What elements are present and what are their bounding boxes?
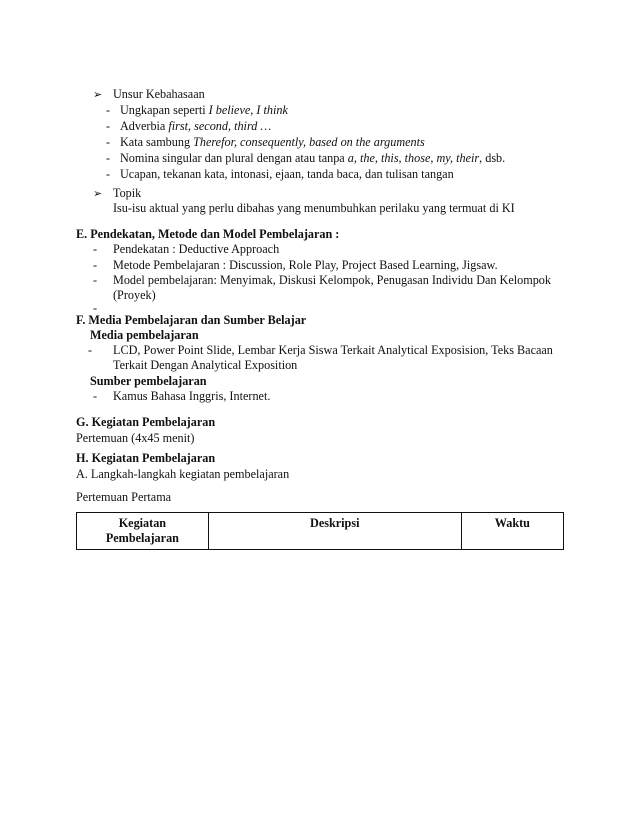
media-item: - LCD, Power Point Slide, Lembar Kerja Siswa Terkait Analytical Exposision, Teks Bacaan (88, 343, 553, 357)
media-item-cont: Terkait Dengan Analytical Exposition (113, 358, 298, 372)
section-h-sub: A. Langkah-langkah kegiatan pembelajaran (76, 467, 290, 481)
unsur-item: - Ungkapan seperti I believe, I think (106, 103, 288, 117)
unsur-heading: ➢ Unsur Kebahasaan (93, 87, 205, 101)
activity-table (76, 512, 564, 550)
unsur-item: - Nomina singular dan plural dengan atau tanpa a, the, this, those, my, their, dsb. (106, 151, 506, 165)
sumber-heading: Sumber pembelajaran (90, 374, 207, 388)
topik-heading: ➢ Topik (93, 186, 142, 200)
section-f-heading: F. Media Pembelajaran dan Sumber Belajar (76, 313, 307, 327)
section-e-heading: E. Pendekatan, Metode dan Model Pembelajaran : (76, 227, 340, 241)
section-g-text: Pertemuan (4x45 menit) (76, 431, 195, 445)
section-e-item-cont: (Proyek) (113, 288, 156, 302)
section-g-heading: G. Kegiatan Pembelajaran (76, 415, 216, 429)
sumber-item: - Kamus Bahasa Inggris, Internet. (93, 389, 271, 403)
topik-text: Isu-isu aktual yang perlu dibahas yang menumbuhkan perilaku yang termuat di KI (113, 201, 515, 215)
section-e-item: - Model pembelajaran: Menyimak, Diskusi Kelompok, Penugasan Individu Dan Kelompok (93, 273, 551, 287)
media-heading: Media pembelajaran (90, 328, 199, 342)
section-e-item: - Metode Pembelajaran : Discussion, Role Play, Project Based Learning, Jigsaw. (93, 258, 498, 272)
arrow-bullet-icon: ➢ (93, 187, 103, 200)
arrow-bullet-icon: ➢ (93, 88, 103, 101)
col-deskripsi: Deskripsi (208, 513, 461, 550)
section-e-item: - Pendekatan : Deductive Approach (93, 242, 280, 256)
table-header-row (77, 513, 564, 550)
col-kegiatan: Kegiatan Pembelajaran (77, 513, 209, 550)
unsur-item: - Adverbia first, second, third … (106, 119, 272, 133)
empty-dash: - (93, 301, 98, 315)
unsur-item: - Ucapan, tekanan kata, intonasi, ejaan, tanda baca, dan tulisan tangan (106, 167, 454, 181)
meeting-label: Pertemuan Pertama (76, 490, 172, 504)
section-h-heading: H. Kegiatan Pembelajaran (76, 451, 216, 465)
unsur-item: - Kata sambung Therefor, consequently, based on the arguments (106, 135, 425, 149)
col-waktu: Waktu (461, 513, 563, 550)
